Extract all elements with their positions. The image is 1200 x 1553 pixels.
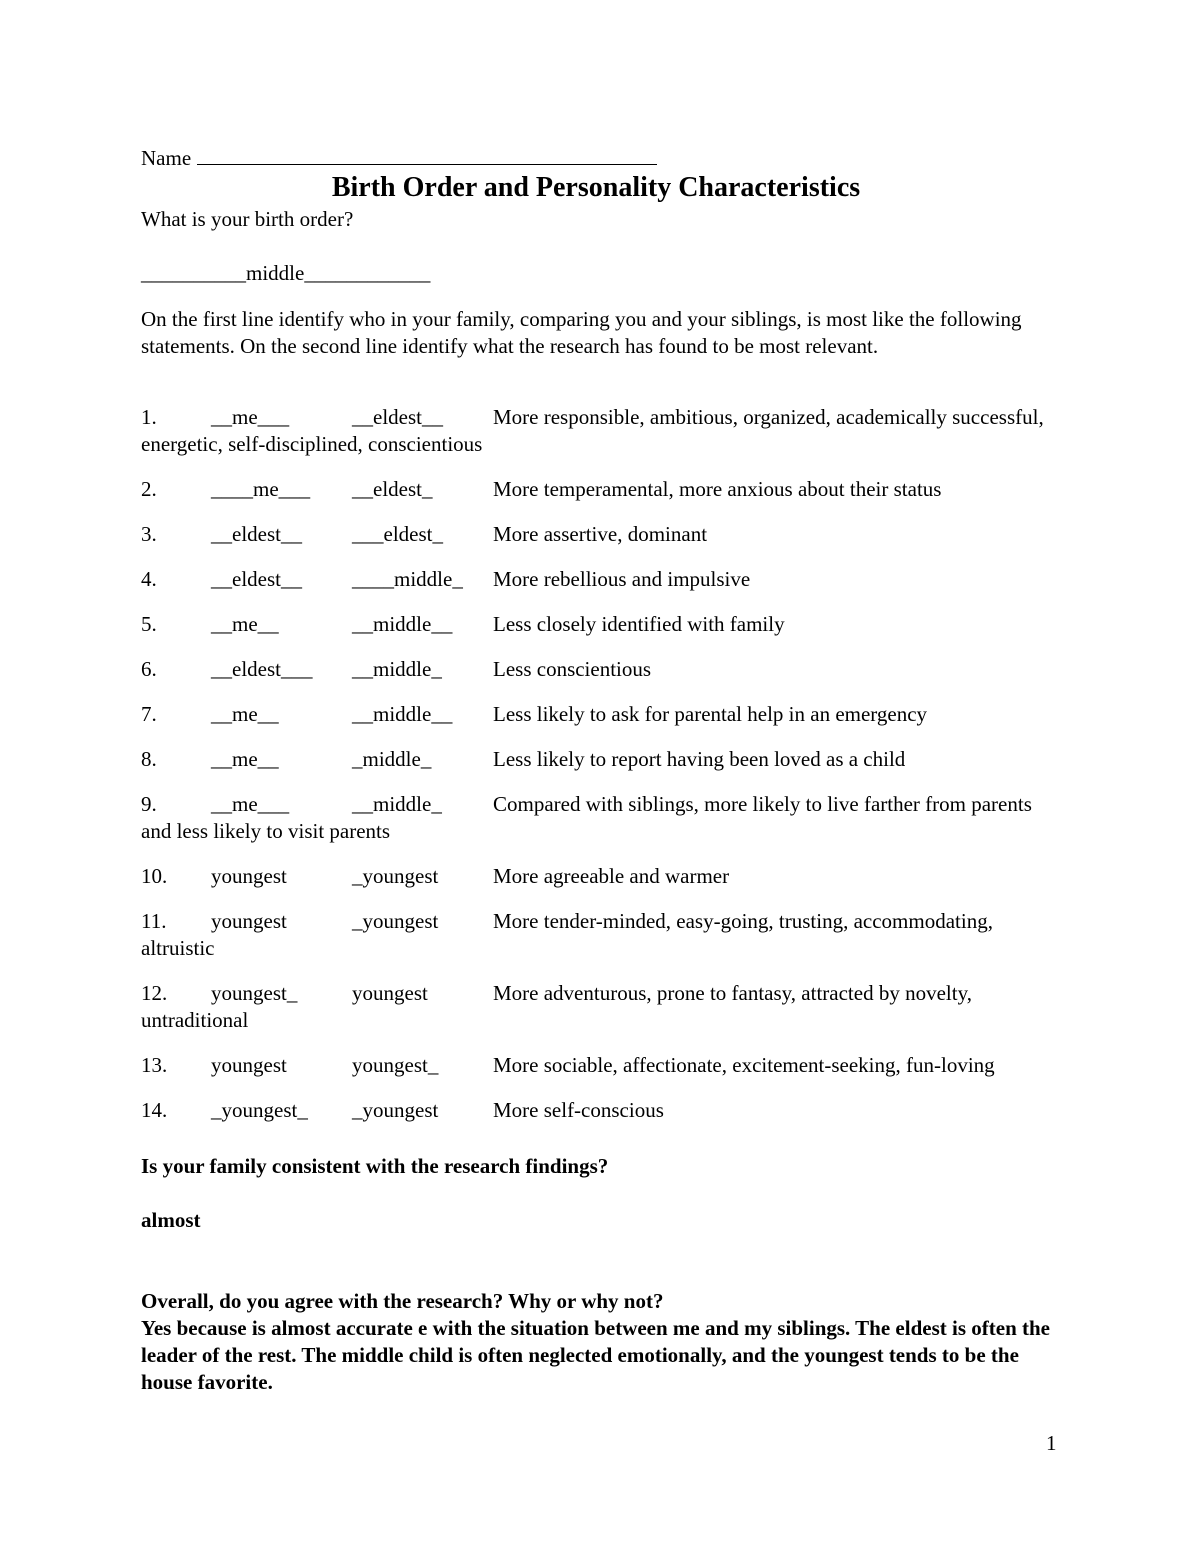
research-answer: _youngest bbox=[352, 909, 439, 933]
item-number: 8. bbox=[141, 747, 157, 771]
statement-text: Less conscientious bbox=[493, 657, 652, 681]
instructions-paragraph: On the first line identify who in your family, comparing you and your siblings, is most like the following statements. On the second line identify what the research has found to be most relevant. bbox=[141, 307, 1022, 358]
family-answer: __me___ bbox=[211, 405, 290, 429]
family-answer: __me___ bbox=[211, 792, 290, 816]
family-answer: __me__ bbox=[211, 702, 279, 726]
research-answer: youngest bbox=[352, 981, 428, 1005]
statement-text: Less likely to ask for parental help in an emergency bbox=[493, 702, 928, 726]
statement-list bbox=[141, 404, 1061, 1142]
research-answer: ____middle_ bbox=[352, 567, 463, 591]
research-answer: __eldest_ bbox=[352, 477, 433, 501]
statement-text: Less likely to report having been loved as a child bbox=[493, 747, 906, 771]
name-label: Name bbox=[141, 146, 192, 170]
item-number: 3. bbox=[141, 522, 157, 546]
list-item bbox=[141, 1097, 1061, 1124]
item-number: 13. bbox=[141, 1053, 168, 1077]
item-number: 7. bbox=[141, 702, 157, 726]
item-number: 4. bbox=[141, 567, 157, 591]
family-answer: youngest_ bbox=[211, 981, 298, 1005]
consistency-answer: almost bbox=[141, 1208, 201, 1232]
item-number: 6. bbox=[141, 657, 157, 681]
list-item bbox=[141, 701, 1061, 728]
item-number: 10. bbox=[141, 864, 168, 888]
research-answer: ___eldest_ bbox=[352, 522, 443, 546]
list-item bbox=[141, 566, 1061, 593]
item-number: 5. bbox=[141, 612, 157, 636]
statement-text: More agreeable and warmer bbox=[493, 864, 730, 888]
list-item bbox=[141, 980, 1061, 1034]
item-number: 1. bbox=[141, 405, 157, 429]
family-answer: youngest bbox=[211, 909, 287, 933]
family-answer: __eldest__ bbox=[211, 522, 302, 546]
list-item bbox=[141, 404, 1061, 458]
research-answer: _youngest bbox=[352, 864, 439, 888]
research-answer: __middle__ bbox=[352, 612, 453, 636]
statement-text: More tender-minded, easy-going, trusting, accommodating, altruistic bbox=[141, 909, 993, 960]
family-answer: __eldest__ bbox=[211, 567, 302, 591]
list-item bbox=[141, 863, 1061, 890]
name-line bbox=[141, 142, 657, 172]
item-number: 9. bbox=[141, 792, 157, 816]
family-answer: __me__ bbox=[211, 747, 279, 771]
research-answer: youngest_ bbox=[352, 1053, 439, 1077]
statement-text: More rebellious and impulsive bbox=[493, 567, 751, 591]
list-item bbox=[141, 791, 1061, 845]
research-answer: __middle_ bbox=[352, 657, 442, 681]
research-answer: __eldest__ bbox=[352, 405, 443, 429]
statement-text: Less closely identified with family bbox=[493, 612, 785, 636]
family-answer: __me__ bbox=[211, 612, 279, 636]
statement-text: More assertive, dominant bbox=[493, 522, 708, 546]
list-item bbox=[141, 746, 1061, 773]
page-title: Birth Order and Personality Characteristics bbox=[331, 172, 861, 203]
birth-order-answer: __________middle____________ bbox=[141, 261, 431, 285]
list-item bbox=[141, 908, 1061, 962]
name-blank-field[interactable] bbox=[197, 142, 657, 165]
statement-text: More sociable, affectionate, excitement-seeking, fun-loving bbox=[493, 1053, 995, 1077]
list-item bbox=[141, 656, 1061, 683]
statement-text: More temperamental, more anxious about their status bbox=[493, 477, 942, 501]
statement-text: More adventurous, prone to fantasy, attracted by novelty, untraditional bbox=[141, 981, 972, 1032]
research-answer: _youngest bbox=[352, 1098, 439, 1122]
family-answer: youngest bbox=[211, 1053, 287, 1077]
research-answer: __middle_ bbox=[352, 792, 442, 816]
item-number: 11. bbox=[141, 909, 167, 933]
agreement-question: Overall, do you agree with the research? Why or why not? bbox=[141, 1289, 664, 1313]
list-item bbox=[141, 521, 1061, 548]
research-answer: __middle__ bbox=[352, 702, 453, 726]
list-item bbox=[141, 1052, 1061, 1079]
family-answer: _youngest_ bbox=[211, 1098, 308, 1122]
consistency-question: Is your family consistent with the research findings? bbox=[141, 1154, 609, 1178]
item-number: 14. bbox=[141, 1098, 168, 1122]
list-item bbox=[141, 476, 1061, 503]
page-number: 1 bbox=[1046, 1431, 1057, 1455]
item-number: 12. bbox=[141, 981, 168, 1005]
list-item bbox=[141, 611, 1061, 638]
agreement-section bbox=[141, 1288, 1061, 1396]
statement-text: More responsible, ambitious, organized, academically successful, energetic, self-disciplined, conscientious bbox=[141, 405, 1044, 456]
agreement-answer: Yes because is almost accurate e with the situation between me and my siblings. The eldest is often the leader of the rest. The middle child is often neglected emotionally, and the youngest tends to be the house favorite. bbox=[141, 1316, 1050, 1394]
item-number: 2. bbox=[141, 477, 157, 501]
statement-text: Compared with siblings, more likely to live farther from parents and less likely to visit parents bbox=[141, 792, 1032, 843]
research-answer: _middle_ bbox=[352, 747, 432, 771]
family-answer: ____me___ bbox=[211, 477, 311, 501]
family-answer: __eldest___ bbox=[211, 657, 313, 681]
statement-text: More self-conscious bbox=[493, 1098, 664, 1122]
birth-order-question: What is your birth order? bbox=[141, 207, 354, 231]
family-answer: youngest bbox=[211, 864, 287, 888]
